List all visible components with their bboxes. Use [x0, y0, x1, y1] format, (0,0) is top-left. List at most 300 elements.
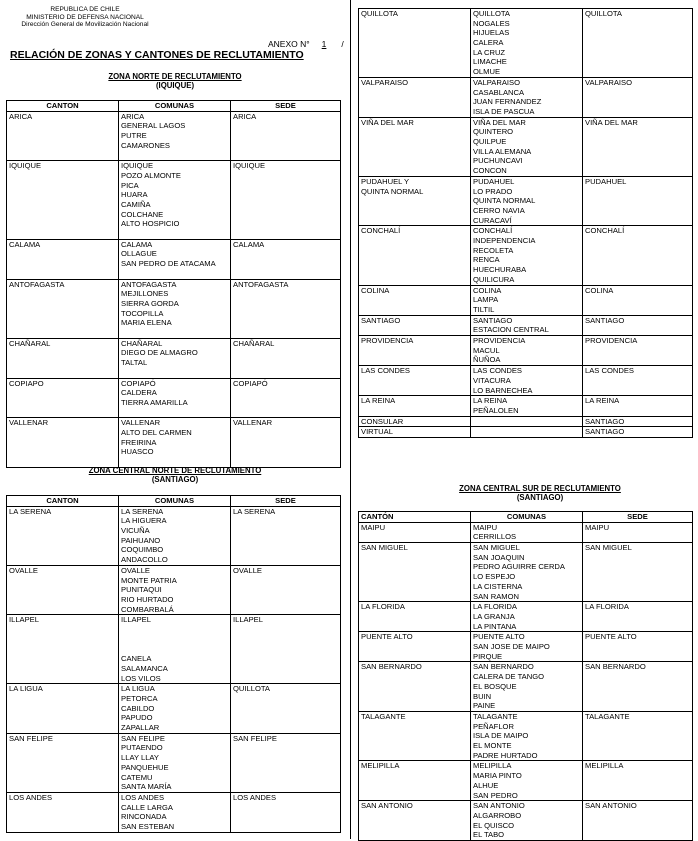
header-direction: Dirección General de Movilización Nacional: [21, 21, 149, 28]
sede-cell: LA FLORIDA: [583, 602, 693, 632]
zona-norte-title: [60, 72, 290, 90]
canton-cell: PUDAHUEL Y QUINTA NORMAL: [359, 176, 471, 226]
comuna-item: PUDAHUEL: [473, 176, 515, 186]
header-comunas: COMUNAS: [119, 496, 231, 507]
comuna-item: POZO ALMONTE: [121, 170, 181, 180]
canton-cell: VALLENAR: [7, 418, 119, 468]
comuna-item: LA SERENA: [121, 506, 164, 516]
comuna-item: ALGARROBO: [473, 810, 522, 820]
comuna-item: INDEPENDENCIA: [473, 236, 536, 246]
comuna-item: VALPARAISO: [473, 77, 520, 87]
comunas-cell: [471, 226, 583, 285]
comuna-item: OVALLE: [121, 565, 150, 575]
table-row: [359, 602, 693, 632]
table-header: [359, 512, 693, 523]
table-row: [359, 9, 693, 78]
comunas-cell: [119, 418, 231, 468]
comuna-item: EL QUISCO: [473, 820, 515, 830]
comuna-item: ISLA DE MAIPO: [473, 731, 529, 741]
comuna-item: COPIAPÓ: [121, 378, 156, 388]
comuna-item: ALTO DEL CARMEN: [121, 428, 192, 438]
canton-cell: LA REINA: [359, 396, 471, 416]
sede-cell: PROVIDENCIA: [583, 336, 693, 366]
canton-cell: SAN MIGUEL: [359, 543, 471, 602]
comuna-item: PAINE: [473, 701, 496, 711]
table-row: [359, 761, 693, 801]
comunas-cell: [471, 285, 583, 315]
zona-norte-subtitle: (IQUIQUE): [155, 81, 195, 90]
comuna-item: BUIN: [473, 691, 492, 701]
comuna-item: LAS CONDES: [473, 366, 522, 376]
comuna-item: FREIRINA: [121, 437, 157, 447]
comuna-item: CONCON: [473, 166, 507, 176]
comuna-item: LA PINTANA: [473, 621, 517, 631]
canton-cell: PUENTE ALTO: [359, 632, 471, 662]
comuna-item: LOS ANDES: [121, 792, 165, 802]
sede-cell: OVALLE: [231, 565, 341, 615]
sede-cell: VALLENAR: [231, 418, 341, 468]
table-row: [359, 336, 693, 366]
comunas-cell: [471, 366, 583, 396]
comuna-item: LO PRADO: [473, 186, 513, 196]
comunas-cell: [471, 522, 583, 542]
table-row: [359, 427, 693, 438]
comuna-item: HUASCO: [121, 447, 154, 457]
comuna-item: PUTAENDO: [121, 743, 163, 753]
canton-cell: VIRTUAL: [359, 427, 471, 438]
comuna-item: TILTIL: [473, 304, 495, 314]
comuna-item: MEJILLONES: [121, 289, 169, 299]
table-row: [7, 378, 341, 418]
comuna-item: PEDRO AGUIRRE CERDA: [473, 562, 565, 572]
comuna-item: CALERA: [473, 38, 504, 48]
sede-cell: ILLAPEL: [231, 615, 341, 684]
table-row: [359, 117, 693, 176]
comuna-item: DIEGO DE ALMAGRO: [121, 348, 198, 358]
comuna-item: VICUÑA: [121, 526, 150, 536]
canton-cell: TALAGANTE: [359, 711, 471, 761]
canton-cell: ARICA: [7, 111, 119, 161]
table-row: [359, 176, 693, 226]
comunas-cell: [119, 279, 231, 338]
comuna-item: NOGALES: [473, 18, 510, 28]
comuna-item: LA REINA: [473, 396, 508, 406]
table-row: [359, 711, 693, 761]
comunas-cell: [119, 338, 231, 378]
comuna-item: VILLA ALEMANA: [473, 146, 532, 156]
comuna-item: ISLA DE PASCUA: [473, 106, 535, 116]
zona-norte-table: [6, 100, 341, 468]
comuna-item: SAN ESTEBAN: [121, 822, 175, 832]
sede-cell: COLINA: [583, 285, 693, 315]
zona-central-sur-table: [358, 511, 693, 841]
comuna-item: SAN RAMON: [473, 591, 519, 601]
sede-cell: MELIPILLA: [583, 761, 693, 801]
comuna-item: JUAN FERNANDEZ: [473, 97, 542, 107]
comunas-cell: [471, 396, 583, 416]
comunas-cell: [119, 111, 231, 161]
comunas-cell: [119, 565, 231, 615]
comuna-item: LA CRUZ: [473, 47, 506, 57]
table-row: [359, 543, 693, 602]
table-row: [7, 338, 341, 378]
comuna-item: CONCHALÍ: [473, 226, 513, 236]
comuna-item: CALLE LARGA: [121, 802, 173, 812]
header-comunas: COMUNAS: [471, 512, 583, 523]
canton-cell: CONCHALÍ: [359, 226, 471, 285]
comuna-item: LA LIGUA: [121, 684, 155, 694]
comuna-item: VALLENAR: [121, 418, 161, 428]
comuna-item: [121, 625, 228, 635]
table-row: [359, 416, 693, 427]
annex-slash: /: [341, 39, 344, 49]
table-row: [7, 111, 341, 161]
comuna-item: SAN MIGUEL: [473, 543, 520, 553]
canton-cell: CALAMA: [7, 239, 119, 279]
header-sede: SEDE: [583, 512, 693, 523]
comuna-item: OLLAGUE: [121, 249, 157, 259]
comuna-item: CERRO NAVIA: [473, 205, 525, 215]
table-row: [7, 506, 341, 565]
comunas-cell: [471, 427, 583, 438]
comuna-item: [121, 644, 228, 654]
canton-cell: VIÑA DEL MAR: [359, 117, 471, 176]
comuna-item: EL BOSQUE: [473, 681, 517, 691]
comunas-cell: [471, 662, 583, 712]
comuna-item: VIÑA DEL MAR: [473, 117, 526, 127]
comuna-item: PETORCA: [121, 693, 158, 703]
comunas-cell: [119, 161, 231, 240]
comuna-item: QUINTA NORMAL: [473, 196, 536, 206]
comuna-item: QUILLOTA: [473, 9, 510, 18]
sede-cell: QUILLOTA: [583, 9, 693, 78]
comuna-item: CABILDO: [121, 703, 155, 713]
table-header: [7, 496, 341, 507]
comuna-item: TOCOPILLA: [121, 308, 164, 318]
comunas-cell: [471, 543, 583, 602]
comuna-item: SAN ANTONIO: [473, 801, 525, 811]
sede-cell: SANTIAGO: [583, 416, 693, 427]
canton-cell: SANTIAGO: [359, 315, 471, 335]
table-row: [359, 801, 693, 841]
comunas-cell: [471, 761, 583, 801]
comuna-item: LA FLORIDA: [473, 602, 517, 612]
comuna-item: SANTIAGO: [473, 315, 513, 325]
comuna-item: SAN JOSE DE MAIPO: [473, 642, 550, 652]
comuna-item: SAN BERNARDO: [473, 662, 534, 672]
comuna-item: IQUIQUE: [121, 161, 154, 171]
comuna-item: MAIPU: [473, 522, 498, 532]
sede-cell: LA SERENA: [231, 506, 341, 565]
comuna-item: SAN PEDRO: [473, 790, 518, 800]
canton-cell: OVALLE: [7, 565, 119, 615]
comuna-item: [121, 635, 228, 645]
canton-cell: VALPARAISO: [359, 77, 471, 117]
comuna-item: HIJUELAS: [473, 28, 510, 38]
comuna-item: LIMACHE: [473, 57, 507, 67]
header-country: REPUBLICA DE CHILE: [50, 6, 120, 13]
comuna-item: CAMARONES: [121, 140, 170, 150]
sede-cell: PUDAHUEL: [583, 176, 693, 226]
canton-cell: COLINA: [359, 285, 471, 315]
sede-cell: QUILLOTA: [231, 684, 341, 734]
comuna-item: LA GRANJA: [473, 611, 515, 621]
comuna-item: MARIA PINTO: [473, 771, 522, 781]
comunas-cell: [119, 378, 231, 418]
comuna-item: PUTRE: [121, 131, 147, 141]
comuna-item: LA CISTERNA: [473, 581, 523, 591]
sede-cell: IQUIQUE: [231, 161, 341, 240]
comuna-item: PIRQUE: [473, 651, 503, 661]
comuna-item: CANELA: [121, 654, 152, 664]
table-row: [359, 662, 693, 712]
sede-cell: LA REINA: [583, 396, 693, 416]
comuna-item: EL MONTE: [473, 741, 512, 751]
comuna-item: COLCHANE: [121, 209, 164, 219]
table-row: [7, 279, 341, 338]
canton-cell: PROVIDENCIA: [359, 336, 471, 366]
table-row: [7, 239, 341, 279]
header-canton: CANTÓN: [359, 512, 471, 523]
comuna-item: ESTACION CENTRAL: [473, 325, 549, 335]
comunas-cell: [119, 506, 231, 565]
comuna-item: ALHUE: [473, 780, 499, 790]
comuna-item: LAMPA: [473, 295, 499, 305]
comunas-cell: [471, 416, 583, 427]
table-row: [359, 77, 693, 117]
canton-cell: SAN FELIPE: [7, 733, 119, 792]
comuna-item: ANDACOLLO: [121, 555, 168, 565]
comuna-item: CALDERA: [121, 388, 157, 398]
comuna-item: PANQUEHUE: [121, 762, 169, 772]
sede-cell: TALAGANTE: [583, 711, 693, 761]
comuna-item: LO BARNECHEA: [473, 385, 533, 395]
comunas-cell: [119, 733, 231, 792]
comuna-item: LOS VILOS: [121, 673, 161, 683]
comuna-item: PAIHUANO: [121, 535, 161, 545]
comuna-item: ALTO HOSPICIO: [121, 219, 180, 229]
canton-cell: SAN BERNARDO: [359, 662, 471, 712]
sede-cell: CHAÑARAL: [231, 338, 341, 378]
comuna-item: CALERA DE TANGO: [473, 672, 545, 682]
comuna-item: [473, 427, 580, 437]
comunas-cell: [119, 684, 231, 734]
comuna-item: CURACAVÍ: [473, 215, 512, 225]
canton-cell: LAS CONDES: [359, 366, 471, 396]
canton-cell: LOS ANDES: [7, 792, 119, 832]
sede-cell: ARICA: [231, 111, 341, 161]
comuna-item: TIERRA AMARILLA: [121, 397, 188, 407]
comuna-item: PAPUDO: [121, 713, 153, 723]
canton-cell: SAN ANTONIO: [359, 801, 471, 841]
canton-cell: CHAÑARAL: [7, 338, 119, 378]
comuna-item: QUILICURA: [473, 274, 515, 284]
comuna-item: PUCHUNCAVI: [473, 156, 523, 166]
comunas-cell: [471, 801, 583, 841]
comuna-item: COQUIMBO: [121, 545, 164, 555]
comuna-item: ÑUÑOA: [473, 355, 501, 365]
table-row: [7, 418, 341, 468]
comunas-cell: [471, 117, 583, 176]
comuna-item: VITACURA: [473, 375, 511, 385]
comunas-cell: [471, 315, 583, 335]
comuna-item: PROVIDENCIA: [473, 336, 526, 346]
sede-cell: COPIAPÓ: [231, 378, 341, 418]
zona-norte-name: ZONA NORTE DE RECLUTAMIENTO: [108, 72, 242, 81]
annex-value: 1: [321, 39, 327, 49]
comuna-item: COMBARBALÁ: [121, 604, 174, 614]
comuna-item: MONTE PATRIA: [121, 575, 177, 585]
canton-cell: IQUIQUE: [7, 161, 119, 240]
zona-central-sur-title: [425, 484, 655, 502]
comuna-item: QUILPUE: [473, 137, 507, 147]
comuna-item: ANTOFAGASTA: [121, 279, 177, 289]
annex-label: ANEXO N°: [268, 39, 310, 49]
table-row: [7, 684, 341, 734]
comuna-item: RINCONADA: [121, 812, 167, 822]
comuna-item: SIERRA GORDA: [121, 298, 179, 308]
header-canton: CANTON: [7, 101, 119, 112]
comuna-item: MACUL: [473, 345, 500, 355]
table-row: [7, 792, 341, 832]
comuna-item: CATEMU: [121, 772, 153, 782]
sede-cell: CONCHALÍ: [583, 226, 693, 285]
comunas-cell: [119, 239, 231, 279]
canton-cell: MELIPILLA: [359, 761, 471, 801]
sede-cell: MAIPU: [583, 522, 693, 542]
comuna-item: LLAY LLAY: [121, 753, 159, 763]
comuna-item: SAN JOAQUIN: [473, 552, 525, 562]
comuna-item: PUENTE ALTO: [473, 632, 525, 642]
comunas-cell: [119, 792, 231, 832]
header-canton: CANTON: [7, 496, 119, 507]
comuna-item: CAMIÑA: [121, 199, 151, 209]
sede-cell: VIÑA DEL MAR: [583, 117, 693, 176]
comuna-item: PUNITAQUI: [121, 585, 162, 595]
comuna-item: HUARA: [121, 190, 148, 200]
comuna-item: SAN PEDRO DE ATACAMA: [121, 259, 216, 269]
header-comunas: COMUNAS: [119, 101, 231, 112]
comuna-item: PICA: [121, 180, 139, 190]
canton-cell: ILLAPEL: [7, 615, 119, 684]
sede-cell: SAN ANTONIO: [583, 801, 693, 841]
comuna-item: COLINA: [473, 285, 502, 295]
comuna-item: SANTA MARÍA: [121, 782, 172, 792]
comuna-item: ILLAPEL: [121, 615, 151, 625]
sede-cell: SANTIAGO: [583, 427, 693, 438]
table-header: [7, 101, 341, 112]
comuna-item: TALAGANTE: [473, 711, 518, 721]
canton-cell: LA LIGUA: [7, 684, 119, 734]
document-header: [0, 6, 170, 29]
comunas-cell: [471, 176, 583, 226]
canton-cell: LA SERENA: [7, 506, 119, 565]
comuna-item: RECOLETA: [473, 245, 514, 255]
comuna-item: SAN FELIPE: [121, 733, 165, 743]
table-row: [7, 733, 341, 792]
comuna-item: QUINTERO: [473, 127, 514, 137]
canton-cell: QUILLOTA: [359, 9, 471, 78]
comuna-item: CHAÑARAL: [121, 338, 163, 348]
header-ministry: MINISTERIO DE DEFENSA NACIONAL: [26, 13, 144, 21]
table-row: [359, 226, 693, 285]
canton-cell: ANTOFAGASTA: [7, 279, 119, 338]
sede-cell: LAS CONDES: [583, 366, 693, 396]
page-divider: [350, 0, 351, 839]
comunas-cell: [471, 632, 583, 662]
table-row: [7, 161, 341, 240]
table-row: [359, 285, 693, 315]
comuna-item: PEÑAFLOR: [473, 721, 514, 731]
sede-cell: SAN MIGUEL: [583, 543, 693, 602]
table-row: [359, 315, 693, 335]
sede-cell: ANTOFAGASTA: [231, 279, 341, 338]
table-row: [359, 522, 693, 542]
comuna-item: LA HIGUERA: [121, 516, 167, 526]
comunas-cell: [471, 336, 583, 366]
sede-cell: SAN FELIPE: [231, 733, 341, 792]
zona-central-norte-title: [60, 466, 290, 484]
comunas-cell: [471, 711, 583, 761]
canton-cell: LA FLORIDA: [359, 602, 471, 632]
comuna-item: MARIA ELENA: [121, 318, 172, 328]
table-row: [359, 396, 693, 416]
comuna-item: CASABLANCA: [473, 87, 525, 97]
canton-cell: MAIPU: [359, 522, 471, 542]
zona-central-norte-table: [6, 495, 341, 833]
sede-cell: VALPARAISO: [583, 77, 693, 117]
zona-central-norte-continuation-table: [358, 8, 693, 438]
canton-cell: COPIAPO: [7, 378, 119, 418]
comuna-item: RIO HURTADO: [121, 594, 174, 604]
comuna-item: MELIPILLA: [473, 761, 512, 771]
sede-cell: CALAMA: [231, 239, 341, 279]
comuna-item: GENERAL LAGOS: [121, 121, 186, 131]
comuna-item: CALAMA: [121, 239, 153, 249]
comuna-item: [473, 417, 580, 427]
header-sede: SEDE: [231, 101, 341, 112]
comunas-cell: [471, 9, 583, 78]
comuna-item: CERRILLOS: [473, 532, 517, 542]
comuna-item: LO ESPEJO: [473, 572, 516, 582]
header-sede: SEDE: [231, 496, 341, 507]
comuna-item: HUECHURABA: [473, 265, 527, 275]
comuna-item: ZAPALLAR: [121, 723, 160, 733]
comunas-cell: [471, 77, 583, 117]
sede-cell: SAN BERNARDO: [583, 662, 693, 712]
zona-central-norte-subtitle: (SANTIAGO): [151, 475, 199, 484]
sede-cell: SANTIAGO: [583, 315, 693, 335]
sede-cell: PUENTE ALTO: [583, 632, 693, 662]
zona-central-sur-name: ZONA CENTRAL SUR DE RECLUTAMIENTO: [459, 484, 621, 493]
comuna-item: ARICA: [121, 111, 145, 121]
comunas-cell: [471, 602, 583, 632]
table-row: [359, 632, 693, 662]
comuna-item: RENCA: [473, 255, 500, 265]
comuna-item: OLMUE: [473, 67, 501, 77]
comuna-item: PEÑALOLEN: [473, 405, 519, 415]
sede-cell: LOS ANDES: [231, 792, 341, 832]
canton-cell: CONSULAR: [359, 416, 471, 427]
zona-central-norte-name: ZONA CENTRAL NORTE DE RECLUTAMIENTO: [88, 466, 262, 475]
comuna-item: TALTAL: [121, 358, 148, 368]
comuna-item: SALAMANCA: [121, 663, 168, 673]
comuna-item: EL TABO: [473, 830, 505, 840]
page-title: RELACIÓN DE ZONAS Y CANTONES DE RECLUTAMIENTO: [10, 49, 304, 61]
zona-central-sur-subtitle: (SANTIAGO): [516, 493, 564, 502]
table-row: [359, 366, 693, 396]
table-row: [7, 565, 341, 615]
